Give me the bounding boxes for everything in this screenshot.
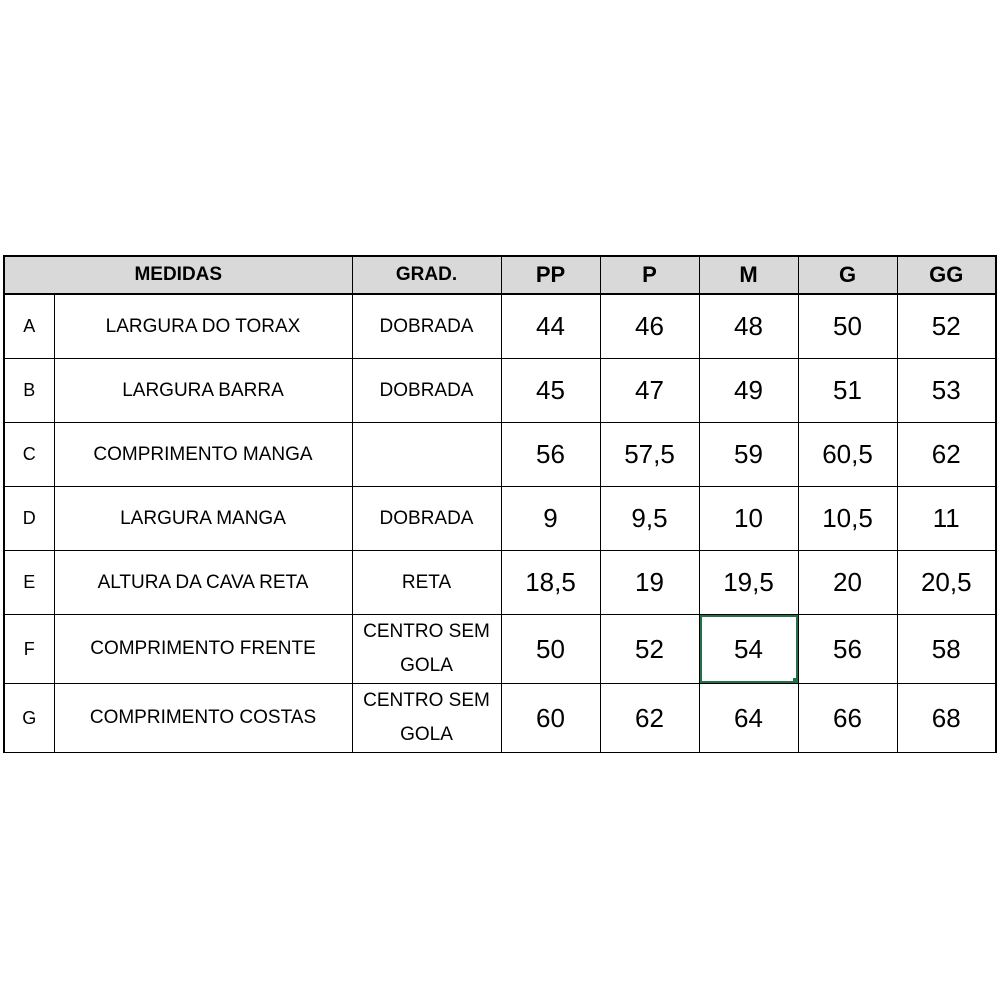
value-cell-g[interactable]: 66 [798,684,897,753]
value-cell-pp[interactable]: 44 [501,294,600,359]
value-cell-gg[interactable]: 11 [897,487,996,551]
value-cell-p[interactable]: 47 [600,359,699,423]
header-size-m[interactable]: M [699,256,798,294]
size-chart-table [3,255,997,753]
measurement-name[interactable]: LARGURA DO TORAX [54,294,352,359]
grad-cell[interactable]: RETA [352,551,501,615]
header-row [4,256,996,294]
value-cell-m[interactable]: 49 [699,359,798,423]
table-row [4,294,996,359]
header-size-g[interactable]: G [798,256,897,294]
measurement-name[interactable]: LARGURA BARRA [54,359,352,423]
value-cell-gg[interactable]: 58 [897,615,996,684]
value-cell-pp[interactable]: 45 [501,359,600,423]
table-row [4,615,996,684]
table-row [4,487,996,551]
value-cell-gg[interactable]: 62 [897,423,996,487]
measurement-name[interactable]: LARGURA MANGA [54,487,352,551]
measurement-name[interactable]: ALTURA DA CAVA RETA [54,551,352,615]
grad-cell[interactable]: DOBRADA [352,294,501,359]
value-cell-gg[interactable]: 68 [897,684,996,753]
value-cell-g[interactable]: 56 [798,615,897,684]
value-cell-g[interactable]: 50 [798,294,897,359]
measurement-name[interactable]: COMPRIMENTO MANGA [54,423,352,487]
value-cell-g[interactable]: 10,5 [798,487,897,551]
value-cell-m[interactable]: 64 [699,684,798,753]
grad-cell[interactable] [352,423,501,487]
value-cell-g[interactable]: 60,5 [798,423,897,487]
row-letter[interactable]: B [4,359,54,423]
header-medidas[interactable]: MEDIDAS [4,256,352,294]
grad-cell[interactable]: DOBRADA [352,487,501,551]
row-letter[interactable]: C [4,423,54,487]
value-cell-m[interactable]: 19,5 [699,551,798,615]
value-cell-m: 54 [734,633,763,664]
value-cell-p[interactable]: 19 [600,551,699,615]
header-size-p[interactable]: P [600,256,699,294]
row-letter[interactable]: F [4,615,54,684]
fill-handle[interactable] [793,678,799,684]
measurement-name[interactable]: COMPRIMENTO COSTAS [54,684,352,753]
grad-cell[interactable]: CENTRO SEM GOLA [352,615,501,684]
header-grad[interactable]: GRAD. [352,256,501,294]
value-cell-g[interactable]: 20 [798,551,897,615]
value-cell-pp[interactable]: 18,5 [501,551,600,615]
value-cell-gg[interactable]: 20,5 [897,551,996,615]
value-cell-g[interactable]: 51 [798,359,897,423]
value-cell-m[interactable]: 10 [699,487,798,551]
header-size-gg[interactable]: GG [897,256,996,294]
value-cell-p[interactable]: 57,5 [600,423,699,487]
row-letter[interactable]: A [4,294,54,359]
table-row [4,551,996,615]
value-cell-pp[interactable]: 60 [501,684,600,753]
table-row [4,359,996,423]
row-letter[interactable]: G [4,684,54,753]
grad-cell[interactable]: DOBRADA [352,359,501,423]
selected-cell[interactable] [699,615,798,684]
measurement-name[interactable]: COMPRIMENTO FRENTE [54,615,352,684]
value-cell-pp[interactable]: 50 [501,615,600,684]
row-letter[interactable]: E [4,551,54,615]
row-letter[interactable]: D [4,487,54,551]
header-size-pp[interactable]: PP [501,256,600,294]
value-cell-p[interactable]: 46 [600,294,699,359]
value-cell-pp[interactable]: 9 [501,487,600,551]
value-cell-gg[interactable]: 53 [897,359,996,423]
value-cell-m[interactable]: 59 [699,423,798,487]
value-cell-gg[interactable]: 52 [897,294,996,359]
value-cell-pp[interactable]: 56 [501,423,600,487]
table-row [4,423,996,487]
value-cell-p[interactable]: 52 [600,615,699,684]
value-cell-p[interactable]: 9,5 [600,487,699,551]
table-row [4,684,996,753]
value-cell-m[interactable]: 48 [699,294,798,359]
value-cell-p[interactable]: 62 [600,684,699,753]
grad-cell[interactable]: CENTRO SEM GOLA [352,684,501,753]
